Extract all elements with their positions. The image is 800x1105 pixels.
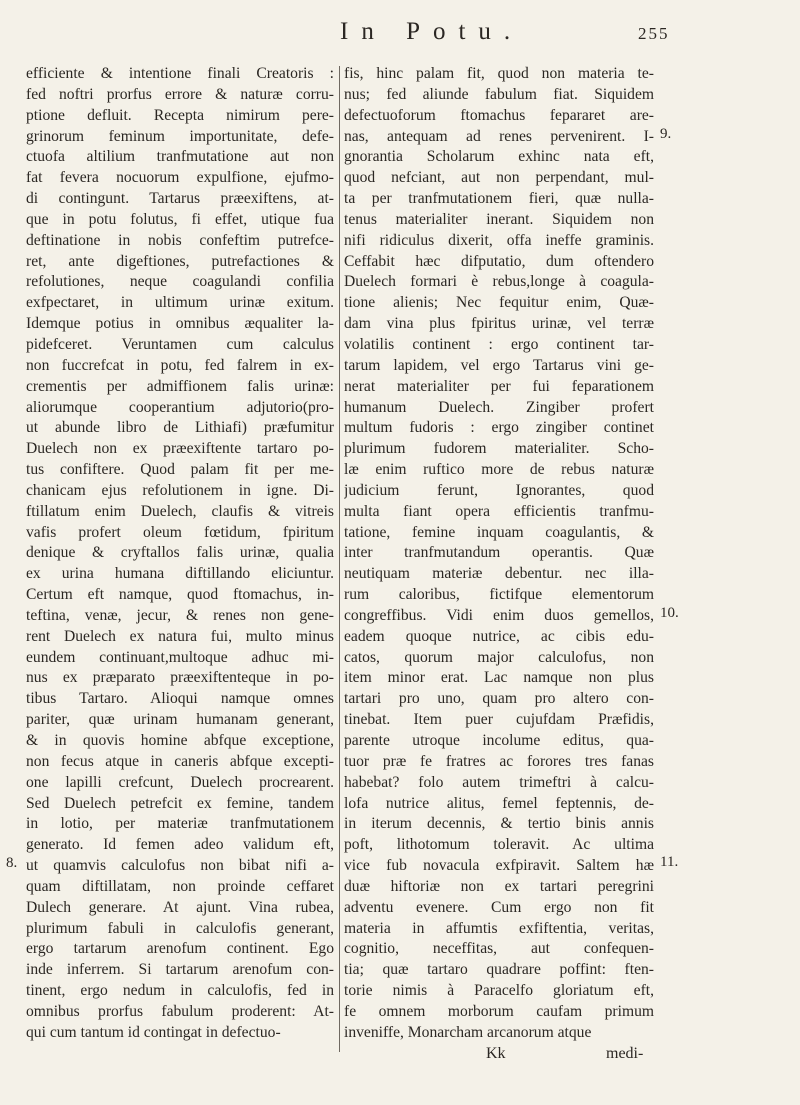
left-column-line: eundem continuant,multoque adhuc mi- bbox=[26, 648, 334, 666]
right-column-line: nus; fed aliunde fabulum fiat. Siquidem bbox=[344, 85, 654, 103]
left-column-line: omnibus prorfus fabulum proderent: At- bbox=[26, 1002, 334, 1020]
right-column-line: tenus materialiter inerant. Siquidem non bbox=[344, 210, 654, 228]
left-column-line: tus confiftere. Quod palam fit per me- bbox=[26, 461, 334, 479]
right-column-line: habebat? folo autem trimeftri à calcu- bbox=[344, 773, 654, 791]
left-column-line: ftillatum enim Duelech, claufis & vitreis bbox=[26, 502, 334, 520]
left-column-line: ctuofa altilium tranfmutatione aut non bbox=[26, 148, 334, 166]
margin-number-10: 10. bbox=[660, 605, 679, 621]
left-column-line: ptione defluit. Recepta nimirum pere- bbox=[26, 106, 334, 124]
right-column-line: catos, quorum major calculofus, non bbox=[344, 648, 654, 666]
left-column-line: grinorum feminum importunitate, defe- bbox=[26, 127, 334, 145]
left-column-line: aliorumque cooperantium adjutorio(pro- bbox=[26, 398, 334, 416]
right-column-line: inveniffe, Monarcham arcanorum atque bbox=[344, 1023, 592, 1041]
left-column-line: rent Duelech ex natura fui, multo minus bbox=[26, 627, 334, 645]
right-column-line: Ceffabit hæc difputatio, dum oftendero bbox=[344, 252, 654, 270]
left-column-line: non fecus atque in caneris abfque excepti- bbox=[26, 752, 334, 770]
left-column-line: nus ex præparato præexiftenteque in po- bbox=[26, 669, 334, 687]
right-column-line: multum fudoris : ergo zingiber continet bbox=[344, 419, 654, 437]
right-column-line: tuor præ fe fratres ac forores tres fanas bbox=[344, 752, 654, 770]
right-column-line: torie nimis à Paracelfo gloriatum eft, bbox=[344, 982, 654, 1000]
right-column-line: in iterum decennis, & tertio binis annis bbox=[344, 815, 654, 833]
right-column-line: lofa nutrice alitus, femel feptennis, de- bbox=[344, 794, 654, 812]
right-column-line: tartari pro uno, quam pro altero con- bbox=[344, 690, 654, 708]
left-column-line: Idemque potius in omnibus æqualiter la- bbox=[26, 315, 334, 333]
left-column-line: ret, ante digeftiones, putrefactiones & bbox=[26, 252, 334, 270]
left-column-line: ut abunde libro de Lithiafi) præfumitur bbox=[26, 419, 334, 437]
left-column-line: exfpectaret, in ultimum urinæ exitum. bbox=[26, 294, 334, 312]
right-column-line: congreffibus. Vidi enim duos gemellos, bbox=[344, 606, 654, 624]
left-column-line: fat fevera nocuorum expulfione, ejufmo- bbox=[26, 169, 334, 187]
right-column-line: judicium ferunt, Ignorantes, quod bbox=[344, 481, 654, 499]
left-column-line: non fuccrefcat in potu, fed falrem in ex- bbox=[26, 356, 334, 374]
margin-number-11: 11. bbox=[660, 854, 679, 870]
left-column-line: plurimum fabuli in calculofis generant, bbox=[26, 919, 334, 937]
right-column-line: eadem quoque nutrice, ac cibis edu- bbox=[344, 627, 654, 645]
left-column-line: denique & cryftallos falis urinæ, qualia bbox=[26, 544, 334, 562]
left-column-line: que in potu folutus, fi effet, utique fua bbox=[26, 210, 334, 228]
left-column-line: vafis profert oleum fœtidum, fpiritum bbox=[26, 523, 334, 541]
left-column-line: fed noftri prorfus errore & naturæ corru- bbox=[26, 85, 334, 103]
right-column-line: tia; quæ tartaro quadrare poffint: ften- bbox=[344, 961, 654, 979]
running-head bbox=[0, 18, 800, 58]
left-column-line: ex urina humana diftillando eliciuntur. bbox=[26, 565, 334, 583]
left-column-line: inde inferrem. Si tartarum arenofum con- bbox=[26, 961, 334, 979]
right-column-line: tatione, femine inquam coagulantis, & bbox=[344, 523, 654, 541]
right-column-line: quod nefciant, aut non perpendant, mul- bbox=[344, 169, 654, 187]
right-column-line: gnorantia Scholarum exhinc nata eft, bbox=[344, 148, 654, 166]
margin-number-9: 9. bbox=[660, 126, 672, 142]
right-column-line: cognitio, neceffitas, aut confequen- bbox=[344, 940, 654, 958]
right-column-line: poft, lithotomum toleravit. Ac ultima bbox=[344, 836, 654, 854]
right-column-line: multa fiant opera efficientis tranfmu- bbox=[344, 502, 654, 520]
left-column-line: Dulech generare. At ajunt. Vina rubea, bbox=[26, 898, 334, 916]
left-column-line: refolutiones, neque coagulandi confilia bbox=[26, 273, 334, 291]
left-column-line: efficiente & intentione finali Creatoris : bbox=[26, 65, 334, 82]
left-column-line: ergo tartarum arenofum continent. Ego bbox=[26, 940, 334, 958]
right-column-line: nifi ridiculus dixerit, offa ineffe graminis. bbox=[344, 231, 654, 249]
right-column-line: dam vina plus fpiritus urinæ, vel terræ bbox=[344, 315, 654, 333]
running-head-title: In Potu. bbox=[340, 18, 524, 45]
left-column bbox=[26, 64, 334, 1044]
left-column-line: one lapilli crefcunt, Duelech procrearent. bbox=[26, 773, 334, 791]
left-column-line: deftinatione in nobis confeftim putrefce- bbox=[26, 231, 334, 249]
left-column-line: & in quovis homine abfque exceptione, bbox=[26, 732, 334, 749]
column-divider bbox=[339, 66, 340, 1052]
left-column-line: Duelech non ex præexiftente tartaro po- bbox=[26, 440, 334, 458]
right-column-line: rum caloribus, fictifque elementorum bbox=[344, 586, 654, 604]
left-column-line: di contingunt. Tartarus præexiftens, at- bbox=[26, 190, 334, 208]
right-column-line: tione alienis; Nec fequitur enim, Quæ- bbox=[344, 294, 654, 312]
left-column-line: pariter, quæ urinam humanam generant, bbox=[26, 711, 334, 729]
catchword: medi- bbox=[606, 1045, 644, 1062]
right-column-line: vice fub novacula exfpiravit. Saltem hæ bbox=[344, 857, 654, 875]
right-column-line: volatilis continent : ergo continent tar- bbox=[344, 335, 654, 353]
right-column-line: fis, hinc palam fit, quod non materia te- bbox=[344, 65, 654, 82]
right-column-line: duæ hiftoriæ non ex tartari peregrini bbox=[344, 877, 654, 895]
left-column-line: chanicam ejus refolutionem in igne. Di- bbox=[26, 481, 334, 499]
right-column-line: humanum Duelech. Zingiber profert bbox=[344, 398, 654, 416]
right-column-line: nerat materialiter per fui feparationem bbox=[344, 377, 654, 395]
right-column-line: tinebat. Item puer cujufdam Præfidis, bbox=[344, 711, 654, 729]
left-column-line: Sed Duelech petrefcit ex femine, tandem bbox=[26, 794, 334, 812]
right-column-line: tarum lapidem, vel ergo Tartarus vini ge- bbox=[344, 356, 654, 374]
left-column-line: crementis per admiffionem falis urinæ: bbox=[26, 377, 334, 395]
right-column-line: defectuoforum ftomachus fepararet are- bbox=[344, 106, 654, 124]
right-column-line: nas, antequam ad renes pervenirent. I- bbox=[344, 127, 654, 145]
right-column-line: adventu evenere. Cum ergo non fit bbox=[344, 898, 654, 916]
right-column-line: neutiquam materiæ debentur. nec illa- bbox=[344, 565, 654, 583]
margin-number-left: 8. bbox=[6, 855, 18, 871]
left-column-line: quam diftillatam, non proinde ceffaret bbox=[26, 877, 334, 895]
right-column-line: inter tranfmutandum operantis. Quæ bbox=[344, 544, 654, 562]
left-column-line: generato. Id femen adeo validum eft, bbox=[26, 836, 334, 854]
right-column-line: parente utroque incolume editus, qua- bbox=[344, 732, 654, 749]
right-column-line: item minor erat. Lac namque non plus bbox=[344, 669, 654, 687]
right-column-line: materia in affumtis exfiftentia, veritas, bbox=[344, 919, 654, 937]
right-column-line: Duelech formari è rebus,longe à coagula- bbox=[344, 273, 654, 291]
right-column-line: fe omnem morborum caufam primum bbox=[344, 1002, 654, 1020]
left-column-line: teftina, venæ, jecur, & renes non gene- bbox=[26, 606, 334, 624]
right-column-line: plurimum fudorem materialiter. Scho- bbox=[344, 440, 654, 458]
left-column-line: Certum eft namque, quod ftomachus, in- bbox=[26, 586, 334, 604]
right-column bbox=[344, 64, 654, 1044]
page-number: 255 bbox=[638, 24, 670, 43]
right-column-line: læ enim ruftico more de rebus naturæ bbox=[344, 461, 654, 479]
left-column-line: tinent, ergo nedum in calculofis, fed in bbox=[26, 982, 334, 1000]
left-column-line: tibus Tartaro. Alioqui namque omnes bbox=[26, 690, 334, 708]
left-column-line: qui cum tantum id contingat in defectuo- bbox=[26, 1023, 281, 1041]
left-column-line: in lotio, per materiæ tranfmutationem bbox=[26, 815, 334, 833]
signature-mark: Kk bbox=[486, 1045, 506, 1062]
left-column-line: pidefceret. Veruntamen cum calculus bbox=[26, 335, 334, 353]
right-column-line: ta per tranfmutationem fieri, quæ nulla- bbox=[344, 190, 654, 208]
left-column-line: ut quamvis calculofus non bibat nifi a- bbox=[26, 857, 334, 875]
